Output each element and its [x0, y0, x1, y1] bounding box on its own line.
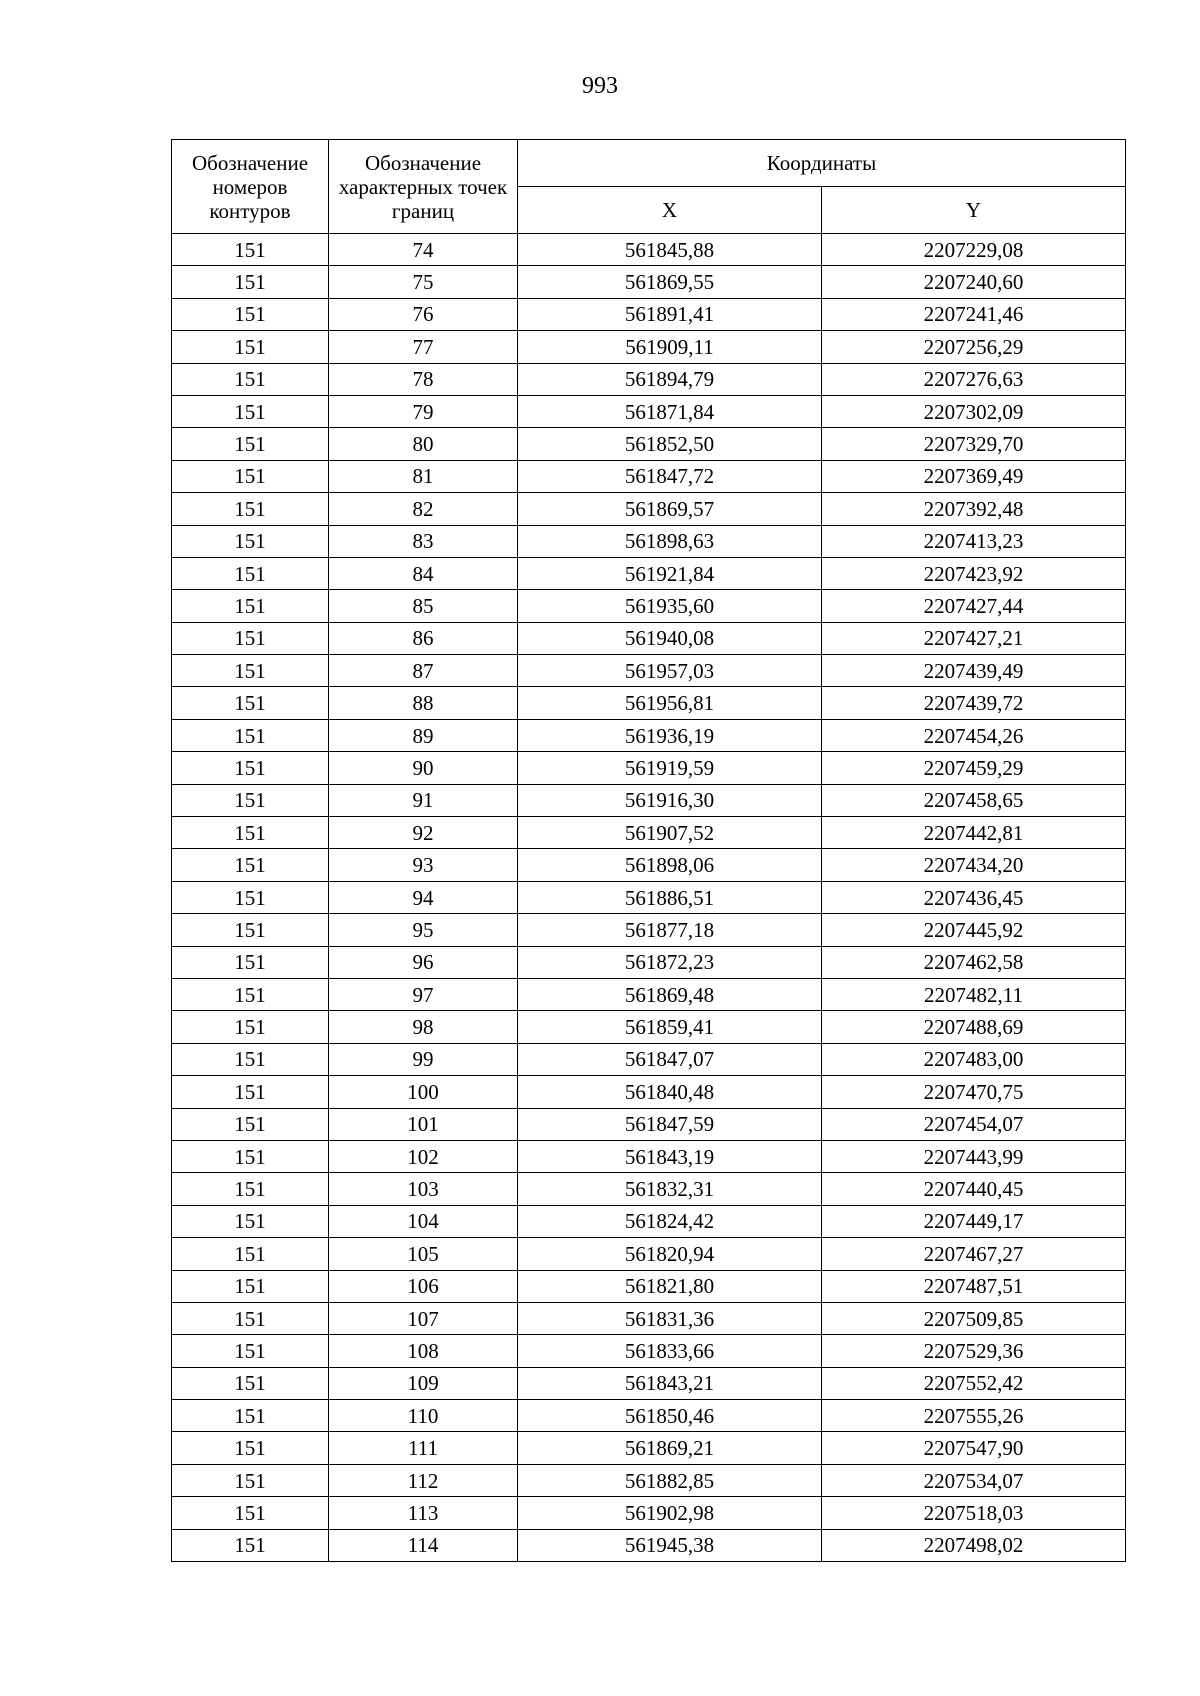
cell-contour: 151: [172, 881, 329, 913]
cell-contour: 151: [172, 234, 329, 266]
cell-y: 2207462,58: [822, 946, 1126, 978]
cell-x: 561886,51: [518, 881, 822, 913]
cell-x: 561957,03: [518, 655, 822, 687]
cell-contour: 151: [172, 363, 329, 395]
cell-point: 76: [329, 298, 518, 330]
cell-x: 561869,21: [518, 1432, 822, 1464]
cell-y: 2207276,63: [822, 363, 1126, 395]
cell-x: 561916,30: [518, 784, 822, 816]
cell-contour: 151: [172, 849, 329, 881]
cell-y: 2207413,23: [822, 525, 1126, 557]
table-row: [172, 395, 1126, 427]
cell-contour: 151: [172, 331, 329, 363]
table-row: [172, 590, 1126, 622]
cell-point: 79: [329, 395, 518, 427]
cell-x: 561843,19: [518, 1140, 822, 1172]
cell-y: 2207434,20: [822, 849, 1126, 881]
cell-x: 561821,80: [518, 1270, 822, 1302]
cell-y: 2207240,60: [822, 266, 1126, 298]
cell-y: 2207442,81: [822, 817, 1126, 849]
cell-point: 81: [329, 460, 518, 492]
cell-point: 83: [329, 525, 518, 557]
table-row: [172, 914, 1126, 946]
cell-x: 561872,23: [518, 946, 822, 978]
table-row: [172, 557, 1126, 589]
cell-x: 561882,85: [518, 1464, 822, 1496]
cell-y: 2207488,69: [822, 1011, 1126, 1043]
cell-contour: 151: [172, 1497, 329, 1529]
cell-point: 80: [329, 428, 518, 460]
cell-y: 2207529,36: [822, 1335, 1126, 1367]
table-row: [172, 978, 1126, 1010]
cell-point: 102: [329, 1140, 518, 1172]
cell-y: 2207439,49: [822, 655, 1126, 687]
cell-point: 90: [329, 752, 518, 784]
cell-contour: 151: [172, 428, 329, 460]
cell-x: 561869,55: [518, 266, 822, 298]
cell-x: 561869,48: [518, 978, 822, 1010]
cell-contour: 151: [172, 1238, 329, 1270]
page-number: 993: [582, 73, 618, 99]
table-row: [172, 525, 1126, 557]
table-row: [172, 1205, 1126, 1237]
cell-contour: 151: [172, 590, 329, 622]
coordinates-table: [171, 139, 1126, 1562]
table-row: [172, 428, 1126, 460]
table-row: [172, 298, 1126, 330]
cell-x: 561847,07: [518, 1043, 822, 1075]
cell-y: 2207470,75: [822, 1076, 1126, 1108]
cell-y: 2207458,65: [822, 784, 1126, 816]
cell-contour: 151: [172, 1140, 329, 1172]
cell-point: 107: [329, 1302, 518, 1334]
cell-x: 561898,06: [518, 849, 822, 881]
cell-point: 108: [329, 1335, 518, 1367]
cell-contour: 151: [172, 719, 329, 751]
table-row: [172, 1464, 1126, 1496]
cell-contour: 151: [172, 1270, 329, 1302]
cell-y: 2207229,08: [822, 234, 1126, 266]
table-row: [172, 946, 1126, 978]
cell-y: 2207329,70: [822, 428, 1126, 460]
cell-x: 561852,50: [518, 428, 822, 460]
cell-contour: 151: [172, 460, 329, 492]
cell-y: 2207445,92: [822, 914, 1126, 946]
table-row: [172, 719, 1126, 751]
table-row: [172, 1173, 1126, 1205]
cell-y: 2207459,29: [822, 752, 1126, 784]
cell-y: 2207369,49: [822, 460, 1126, 492]
cell-contour: 151: [172, 1400, 329, 1432]
cell-point: 99: [329, 1043, 518, 1075]
cell-y: 2207552,42: [822, 1367, 1126, 1399]
cell-y: 2207555,26: [822, 1400, 1126, 1432]
cell-x: 561877,18: [518, 914, 822, 946]
header-coordinates: Координаты: [518, 140, 1126, 187]
cell-y: 2207487,51: [822, 1270, 1126, 1302]
cell-contour: 151: [172, 1205, 329, 1237]
table-row: [172, 687, 1126, 719]
cell-x: 561940,08: [518, 622, 822, 654]
cell-y: 2207547,90: [822, 1432, 1126, 1464]
cell-x: 561820,94: [518, 1238, 822, 1270]
table-row: [172, 817, 1126, 849]
table-row: [172, 234, 1126, 266]
table-row: [172, 1043, 1126, 1075]
cell-y: 2207427,21: [822, 622, 1126, 654]
cell-y: 2207392,48: [822, 493, 1126, 525]
cell-y: 2207509,85: [822, 1302, 1126, 1334]
cell-point: 112: [329, 1464, 518, 1496]
cell-x: 561869,57: [518, 493, 822, 525]
cell-point: 96: [329, 946, 518, 978]
cell-point: 86: [329, 622, 518, 654]
cell-x: 561843,21: [518, 1367, 822, 1399]
table-body: [172, 234, 1126, 1562]
cell-point: 97: [329, 978, 518, 1010]
cell-x: 561847,59: [518, 1108, 822, 1140]
cell-contour: 151: [172, 1108, 329, 1140]
cell-x: 561919,59: [518, 752, 822, 784]
cell-x: 561850,46: [518, 1400, 822, 1432]
cell-y: 2207443,99: [822, 1140, 1126, 1172]
cell-x: 561859,41: [518, 1011, 822, 1043]
cell-x: 561847,72: [518, 460, 822, 492]
cell-contour: 151: [172, 1529, 329, 1561]
table-row: [172, 1302, 1126, 1334]
table-row: [172, 266, 1126, 298]
cell-point: 82: [329, 493, 518, 525]
cell-contour: 151: [172, 1464, 329, 1496]
table-row: [172, 655, 1126, 687]
cell-x: 561824,42: [518, 1205, 822, 1237]
cell-x: 561833,66: [518, 1335, 822, 1367]
cell-x: 561902,98: [518, 1497, 822, 1529]
cell-y: 2207440,45: [822, 1173, 1126, 1205]
table-row: [172, 1011, 1126, 1043]
cell-x: 561871,84: [518, 395, 822, 427]
table-row: [172, 752, 1126, 784]
header-point: Обозначение характерных точек границ: [329, 140, 518, 234]
cell-contour: 151: [172, 1043, 329, 1075]
cell-contour: 151: [172, 1367, 329, 1399]
table-row: [172, 1270, 1126, 1302]
cell-point: 75: [329, 266, 518, 298]
cell-point: 114: [329, 1529, 518, 1561]
cell-x: 561894,79: [518, 363, 822, 395]
cell-contour: 151: [172, 946, 329, 978]
cell-contour: 151: [172, 525, 329, 557]
cell-contour: 151: [172, 687, 329, 719]
cell-x: 561845,88: [518, 234, 822, 266]
cell-point: 89: [329, 719, 518, 751]
header-row-top: [172, 140, 1126, 187]
table-row: [172, 1367, 1126, 1399]
cell-point: 110: [329, 1400, 518, 1432]
cell-contour: 151: [172, 752, 329, 784]
table-row: [172, 460, 1126, 492]
cell-contour: 151: [172, 1076, 329, 1108]
cell-y: 2207467,27: [822, 1238, 1126, 1270]
table-row: [172, 1076, 1126, 1108]
cell-y: 2207454,26: [822, 719, 1126, 751]
cell-point: 106: [329, 1270, 518, 1302]
cell-contour: 151: [172, 784, 329, 816]
cell-contour: 151: [172, 622, 329, 654]
cell-point: 95: [329, 914, 518, 946]
cell-x: 561956,81: [518, 687, 822, 719]
cell-point: 100: [329, 1076, 518, 1108]
cell-contour: 151: [172, 655, 329, 687]
header-contour: Обозначение номеров контуров: [172, 140, 329, 234]
cell-x: 561921,84: [518, 557, 822, 589]
cell-point: 93: [329, 849, 518, 881]
cell-contour: 151: [172, 978, 329, 1010]
cell-point: 94: [329, 881, 518, 913]
table-row: [172, 1432, 1126, 1464]
cell-point: 87: [329, 655, 518, 687]
cell-contour: 151: [172, 1302, 329, 1334]
table-row: [172, 1400, 1126, 1432]
cell-point: 77: [329, 331, 518, 363]
table-row: [172, 1238, 1126, 1270]
cell-point: 109: [329, 1367, 518, 1399]
cell-y: 2207534,07: [822, 1464, 1126, 1496]
cell-contour: 151: [172, 1011, 329, 1043]
cell-x: 561909,11: [518, 331, 822, 363]
header-x: X: [518, 187, 822, 234]
cell-point: 84: [329, 557, 518, 589]
cell-x: 561936,19: [518, 719, 822, 751]
table-row: [172, 881, 1126, 913]
cell-x: 561898,63: [518, 525, 822, 557]
cell-contour: 151: [172, 1173, 329, 1205]
cell-contour: 151: [172, 395, 329, 427]
cell-y: 2207439,72: [822, 687, 1126, 719]
header-y: Y: [822, 187, 1126, 234]
cell-y: 2207483,00: [822, 1043, 1126, 1075]
table-row: [172, 1108, 1126, 1140]
table-row: [172, 1529, 1126, 1561]
cell-point: 91: [329, 784, 518, 816]
table-header: [172, 140, 1126, 234]
cell-point: 92: [329, 817, 518, 849]
cell-contour: 151: [172, 1335, 329, 1367]
cell-point: 105: [329, 1238, 518, 1270]
cell-contour: 151: [172, 1432, 329, 1464]
cell-point: 88: [329, 687, 518, 719]
cell-point: 101: [329, 1108, 518, 1140]
cell-contour: 151: [172, 266, 329, 298]
cell-point: 103: [329, 1173, 518, 1205]
table-row: [172, 1140, 1126, 1172]
cell-y: 2207427,44: [822, 590, 1126, 622]
table-row: [172, 849, 1126, 881]
cell-y: 2207482,11: [822, 978, 1126, 1010]
cell-point: 74: [329, 234, 518, 266]
cell-point: 104: [329, 1205, 518, 1237]
cell-point: 78: [329, 363, 518, 395]
cell-x: 561840,48: [518, 1076, 822, 1108]
cell-x: 561935,60: [518, 590, 822, 622]
cell-y: 2207302,09: [822, 395, 1126, 427]
cell-point: 113: [329, 1497, 518, 1529]
table-row: [172, 622, 1126, 654]
table-row: [172, 331, 1126, 363]
cell-contour: 151: [172, 817, 329, 849]
table-row: [172, 363, 1126, 395]
cell-y: 2207436,45: [822, 881, 1126, 913]
table-row: [172, 784, 1126, 816]
cell-point: 85: [329, 590, 518, 622]
cell-contour: 151: [172, 914, 329, 946]
cell-contour: 151: [172, 557, 329, 589]
cell-y: 2207241,46: [822, 298, 1126, 330]
cell-y: 2207454,07: [822, 1108, 1126, 1140]
cell-x: 561832,31: [518, 1173, 822, 1205]
cell-y: 2207449,17: [822, 1205, 1126, 1237]
table-row: [172, 493, 1126, 525]
cell-x: 561831,36: [518, 1302, 822, 1334]
cell-contour: 151: [172, 493, 329, 525]
cell-x: 561907,52: [518, 817, 822, 849]
table-row: [172, 1497, 1126, 1529]
cell-x: 561945,38: [518, 1529, 822, 1561]
cell-point: 111: [329, 1432, 518, 1464]
cell-contour: 151: [172, 298, 329, 330]
table-row: [172, 1335, 1126, 1367]
cell-y: 2207498,02: [822, 1529, 1126, 1561]
cell-y: 2207423,92: [822, 557, 1126, 589]
cell-y: 2207518,03: [822, 1497, 1126, 1529]
cell-point: 98: [329, 1011, 518, 1043]
cell-x: 561891,41: [518, 298, 822, 330]
cell-y: 2207256,29: [822, 331, 1126, 363]
